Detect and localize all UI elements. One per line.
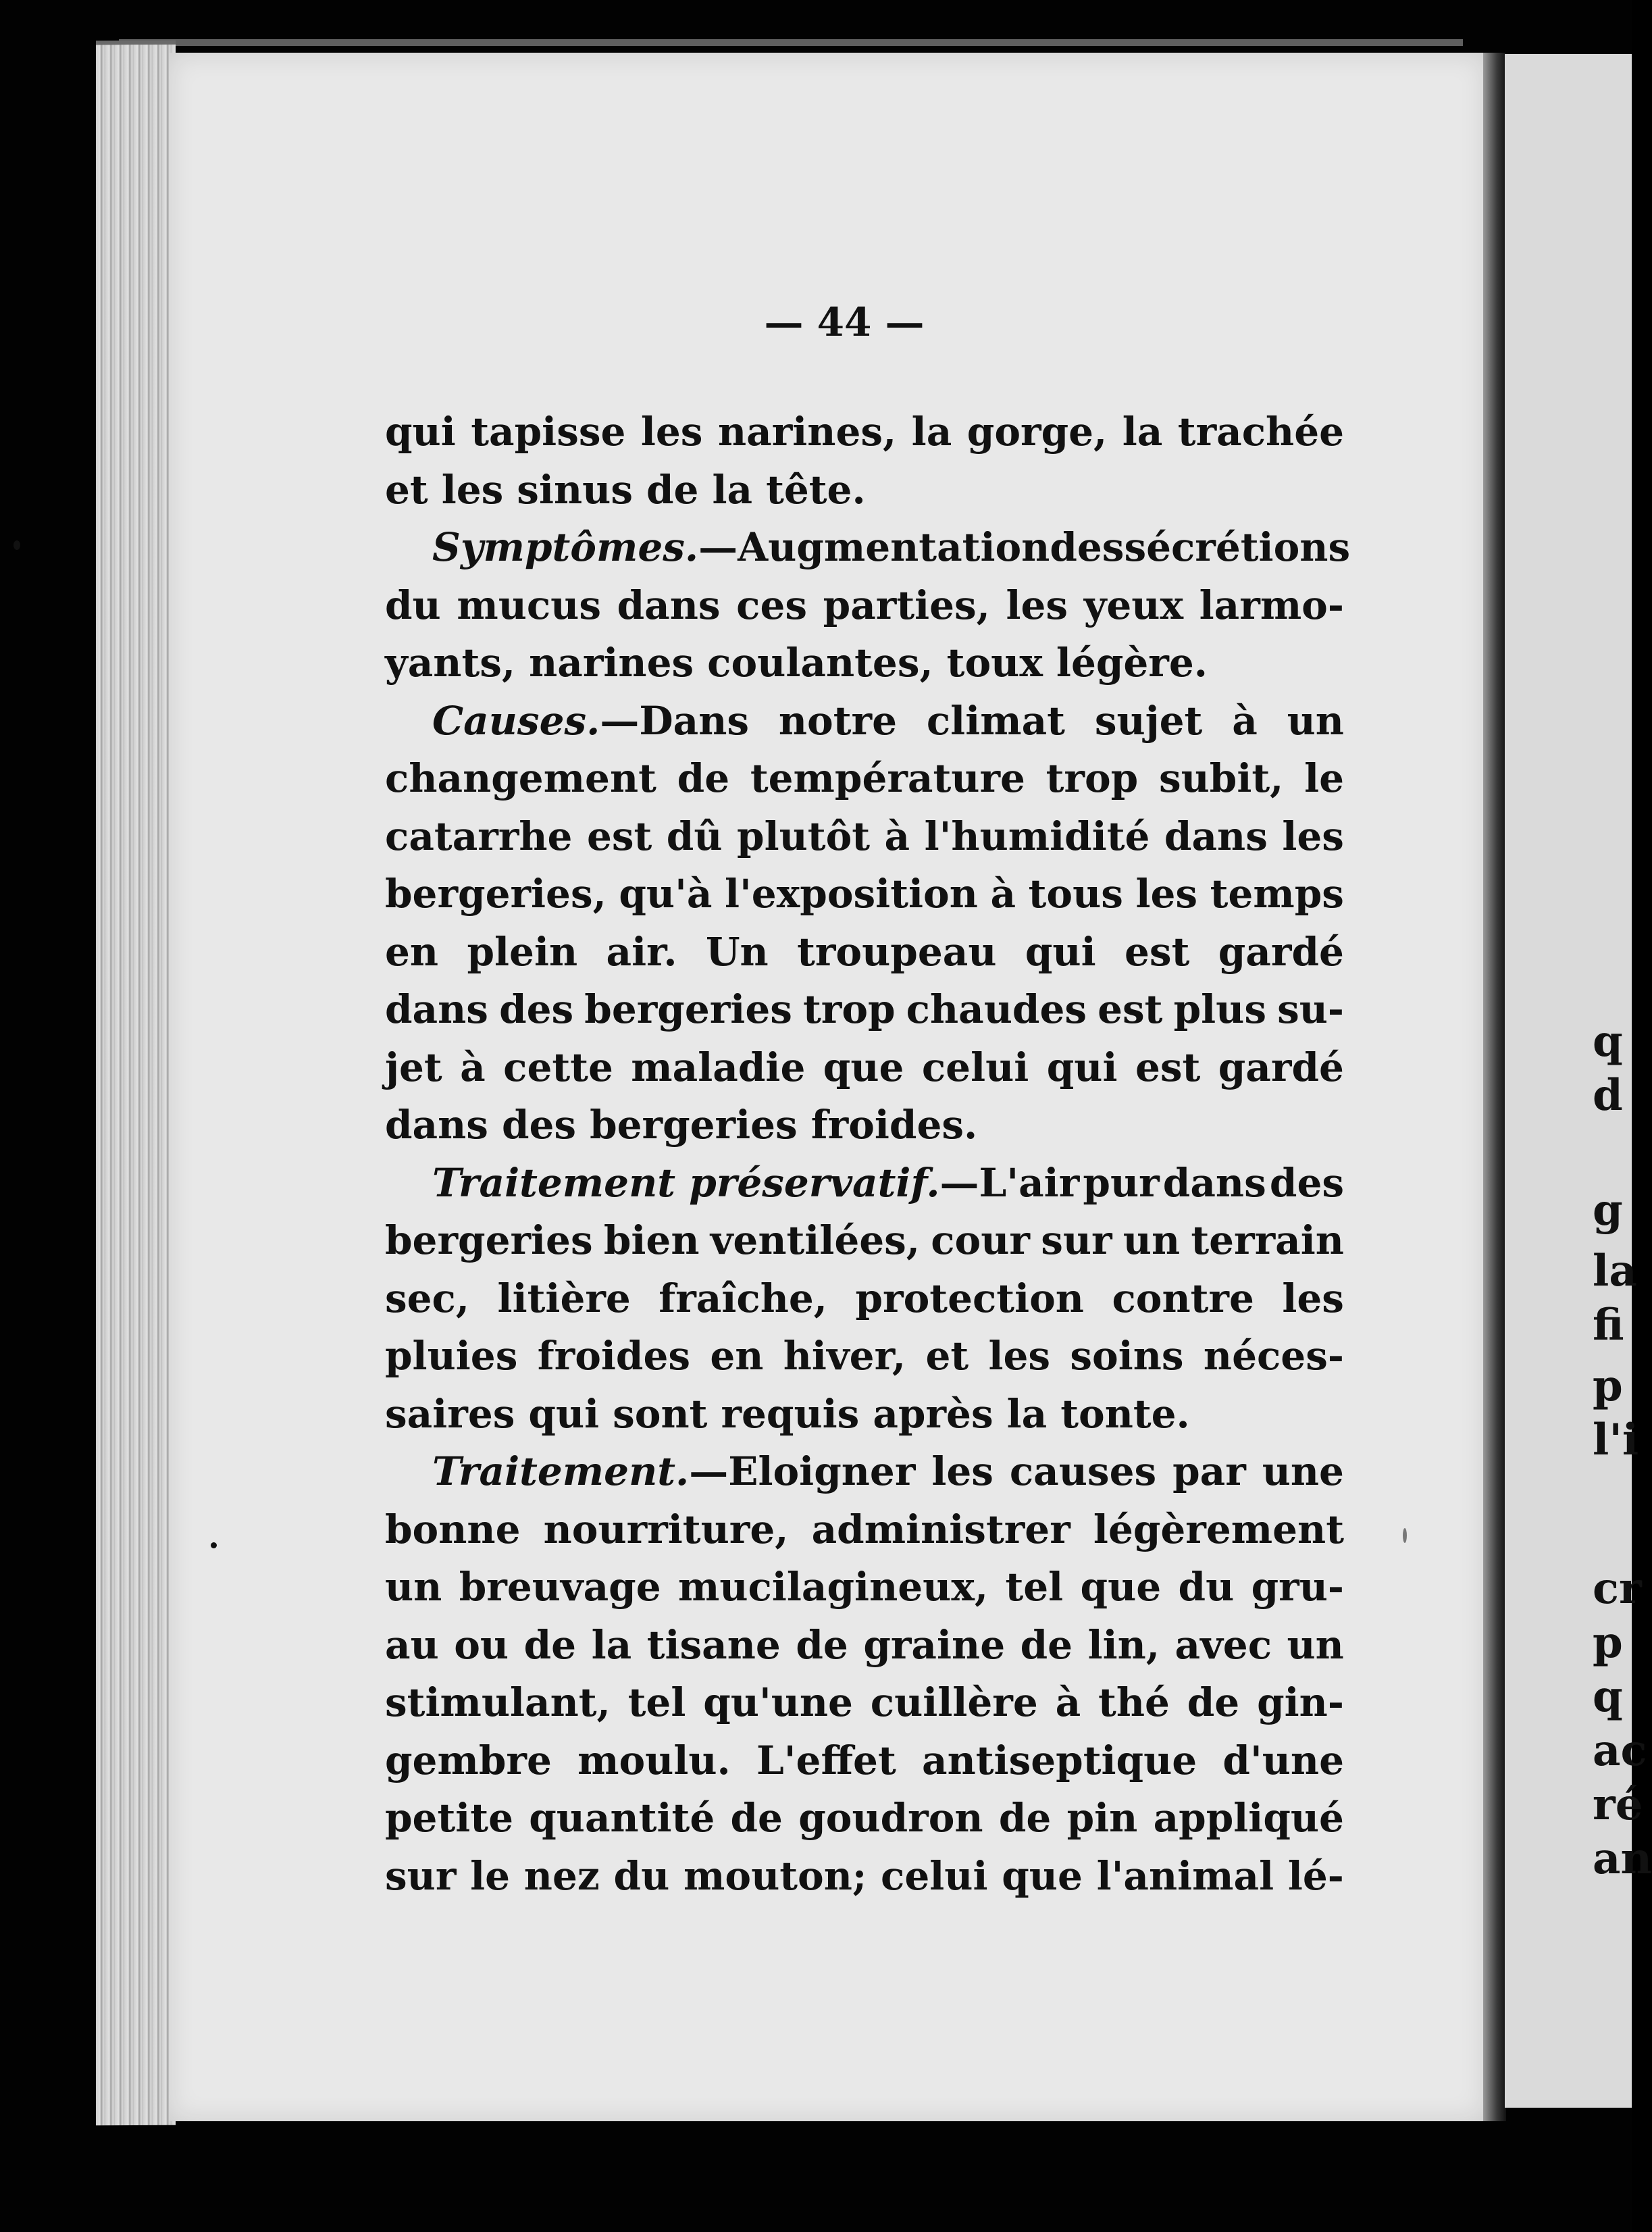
facing-text-fragment: g: [1593, 1185, 1623, 1236]
section-heading: Symptômes.: [432, 524, 699, 570]
facing-text-fragment: q: [1593, 1016, 1623, 1067]
section-heading: Traitement.: [432, 1448, 690, 1494]
book-page-edges: [96, 41, 176, 2126]
text-line: bergeries, qu'à l'exposition à tous les temps: [385, 871, 1344, 917]
text-line: qui tapisse les narines, la gorge, la trachée: [385, 409, 1344, 455]
facing-text-fragment: ré: [1593, 1779, 1643, 1830]
text-line: catarrhe est dû plutôt à l'humidité dans les: [385, 813, 1344, 859]
facing-page-fragment: [1505, 54, 1652, 2108]
facing-text-fragment: la: [1593, 1246, 1637, 1296]
facing-text-fragment: cr: [1593, 1563, 1642, 1614]
text-line: Symptômes.—Augmentation des sécrétions: [432, 524, 1351, 570]
facing-text-fragment: p: [1593, 1361, 1623, 1411]
text-line: Causes.—Dans notre climat sujet à un: [432, 697, 1344, 744]
text-line: sur le nez du mouton; celui que l'animal lé-: [385, 1852, 1344, 1899]
section-heading: Traitement préservatif.: [432, 1159, 940, 1206]
scan-speck: [1403, 1528, 1407, 1543]
facing-text-fragment: p: [1593, 1617, 1623, 1668]
text-line: bergeries bien ventilées, cour sur un terrain: [385, 1217, 1344, 1263]
facing-text-fragment: ac: [1593, 1725, 1647, 1776]
facing-text-fragment: fi: [1593, 1300, 1624, 1350]
text-line: gembre moulu. L'effet antiseptique d'une: [385, 1737, 1344, 1783]
text-line: en plein air. Un troupeau qui est gardé: [385, 928, 1344, 975]
section-heading: Causes.: [432, 697, 600, 744]
book-gutter: [1483, 53, 1506, 2121]
text-line: du mucus dans ces parties, les yeux larmo-: [385, 582, 1344, 628]
text-line: changement de température trop subit, le: [385, 755, 1344, 801]
text-line: bonne nourriture, administrer légèrement: [385, 1506, 1344, 1552]
text-line: stimulant, tel qu'une cuillère à thé de gin-: [385, 1679, 1344, 1725]
facing-text-fragment: q: [1593, 1671, 1623, 1722]
text-line: un breuvage mucilagineux, tel que du gru-: [385, 1564, 1344, 1610]
text-line: yants, narines coulantes, toux légère.: [385, 640, 1208, 686]
page-top-edge: [119, 39, 1463, 46]
text-line: dans des bergeries froides.: [385, 1102, 978, 1148]
text-line: sec, litière fraîche, protection contre les: [385, 1275, 1344, 1321]
facing-text-fragment: an: [1593, 1833, 1652, 1884]
text-line: Traitement.—Eloigner les causes par une: [432, 1448, 1344, 1494]
text-line: saires qui sont requis après la tonte.: [385, 1390, 1190, 1437]
text-line: pluies froides en hiver, et les soins néces-: [385, 1333, 1344, 1379]
text-line: petite quantité de goudron de pin appliqué: [385, 1795, 1344, 1841]
text-line: Traitement préservatif.—L'air pur dans des: [432, 1159, 1344, 1206]
text-line: au ou de la tisane de graine de lin, avec un: [385, 1621, 1344, 1668]
page-number: — 44 —: [764, 299, 925, 345]
facing-text-fragment: d: [1593, 1070, 1623, 1121]
text-line: et les sinus de la tête.: [385, 466, 866, 513]
scan-speck: [14, 540, 20, 550]
text-line: dans des bergeries trop chaudes est plus su-: [385, 986, 1344, 1032]
text-line: jet à cette maladie que celui qui est gardé: [385, 1044, 1344, 1090]
scan-speck: [211, 1542, 217, 1548]
facing-text-fragment: l'i: [1593, 1415, 1639, 1465]
